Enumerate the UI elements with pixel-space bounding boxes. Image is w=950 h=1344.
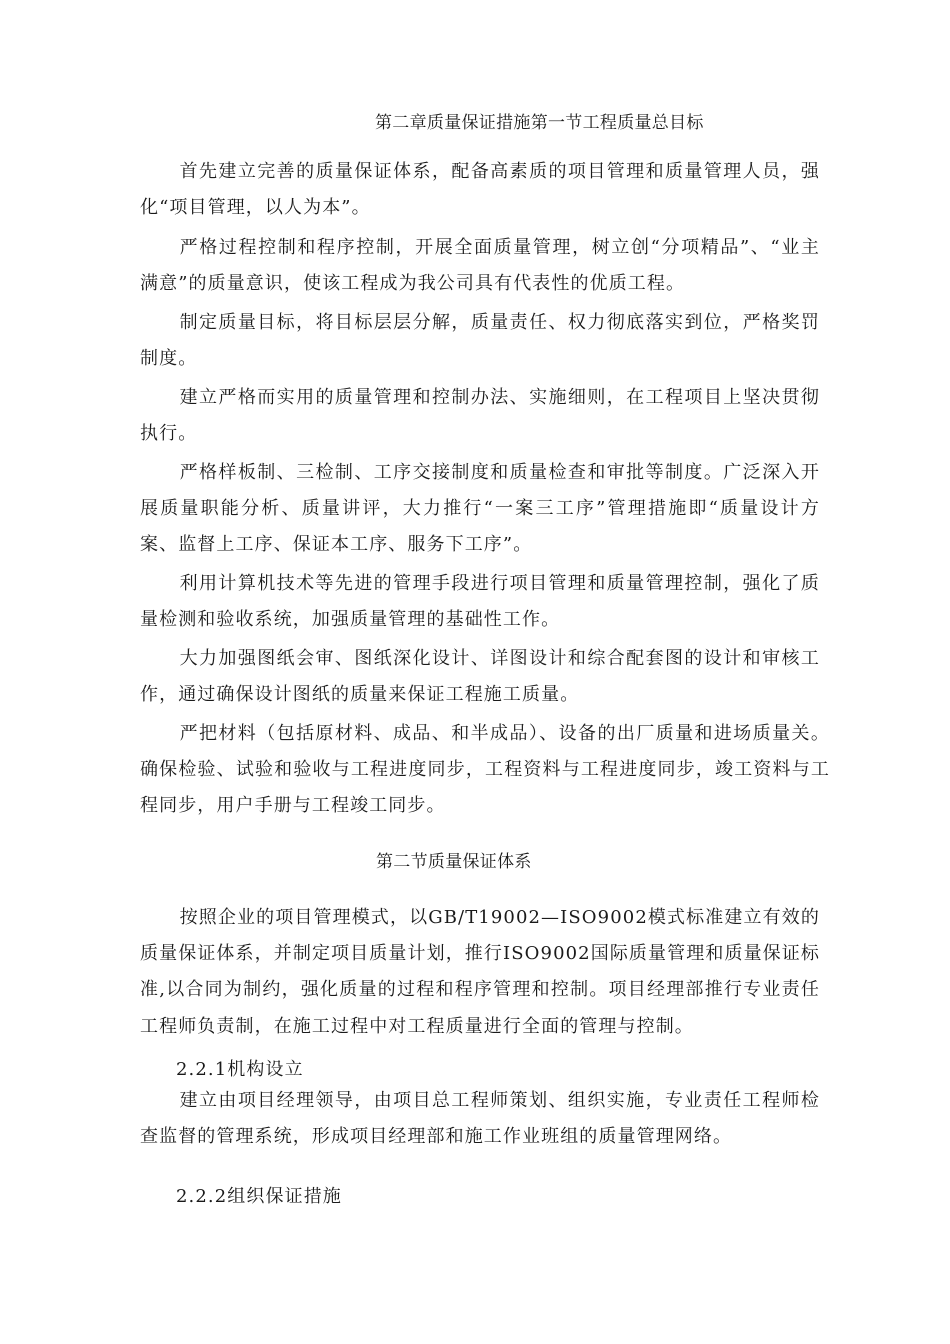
- paragraph: 首先建立完善的质量保证体系，配备高素质的项目管理和质量管理人员，强化“项目管理，以人为本”。: [140, 161, 820, 219]
- subsection-title: 2.2.1机构设立: [176, 1059, 304, 1080]
- chapter-heading: 第二章质量保证措施第一节工程质量总目标: [375, 113, 704, 133]
- paragraph: 严格过程控制和程序控制，开展全面质量管理，树立创“分项精品”、“业主满意”的质量意识，使该工程成为我公司具有代表性的优质工程。: [140, 237, 820, 295]
- paragraph: 严把材料（包括原材料、成品、和半成品）、设备的出厂质量和进场质量关。确保检验、试验和验收与工程进度同步，工程资料与工程进度同步，竣工资料与工程同步，用户手册与工程竣工同步。: [140, 723, 830, 817]
- paragraph: 按照企业的项目管理模式，以GB/T19002—ISO9002模式标准建立有效的质量保证体系，并制定项目质量计划，推行ISO9002国际质量管理和质量保证标准,以合同为制约，强化质量的过程和程序管理和控制。项目经理部推行专业责任工程师负责制，在施工过程中对工程质量进行全面的管理与控制。: [140, 907, 820, 1037]
- paragraph: 严格样板制、三检制、工序交接制度和质量检查和审批等制度。广泛深入开展质量职能分析、质量讲评，大力推行“一案三工序”管理措施即“质量设计方案、监督上工序、保证本工序、服务下工序”。: [140, 462, 820, 556]
- paragraph: 制定质量目标，将目标层层分解，质量责任、权力彻底落实到位，严格奖罚制度。: [140, 312, 820, 370]
- paragraph: 建立严格而实用的质量管理和控制办法、实施细则，在工程项目上坚决贯彻执行。: [140, 387, 820, 445]
- section-heading: 第二节质量保证体系: [376, 852, 532, 872]
- paragraph: 利用计算机技术等先进的管理手段进行项目管理和质量管理控制，强化了质量检测和验收系统，加强质量管理的基础性工作。: [140, 573, 820, 631]
- subsection-title: 2.2.2组织保证措施: [176, 1186, 342, 1207]
- paragraph: 建立由项目经理领导，由项目总工程师策划、组织实施，专业责任工程师检查监督的管理系统，形成项目经理部和施工作业班组的质量管理网络。: [140, 1090, 820, 1148]
- paragraph: 大力加强图纸会审、图纸深化设计、详图设计和综合配套图的设计和审核工作，通过确保设计图纸的质量来保证工程施工质量。: [140, 648, 820, 706]
